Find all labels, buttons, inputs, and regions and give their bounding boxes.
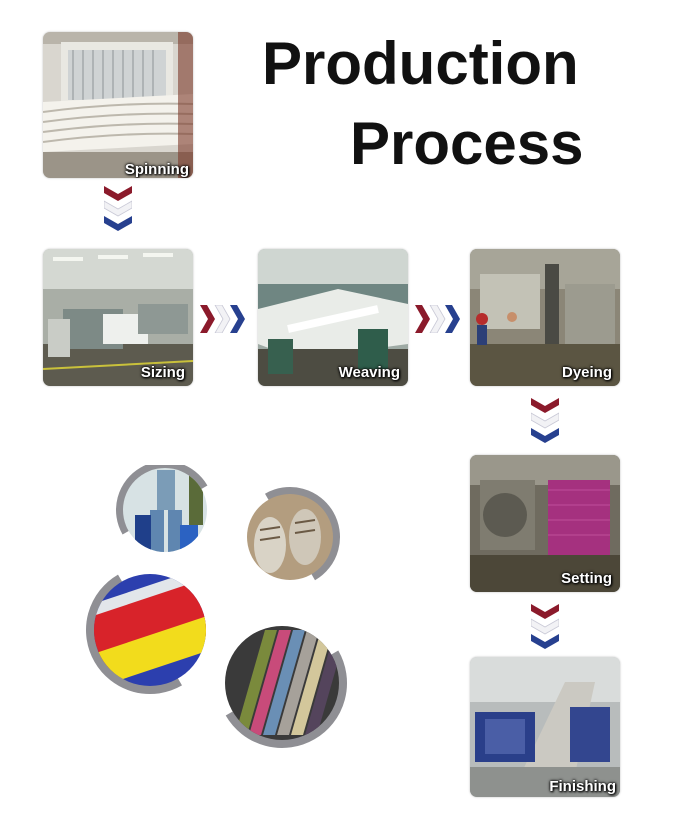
chevron-down-icon <box>531 413 559 428</box>
chevron-down-icon <box>531 634 559 649</box>
page-title-line-1: Production <box>262 30 579 97</box>
chevron-right-icon <box>415 305 430 333</box>
chevron-down-icon <box>531 398 559 413</box>
chevron-right-icon <box>445 305 460 333</box>
arrow-dyeing-to-setting <box>531 398 559 448</box>
step-label-finishing: Finishing <box>549 778 616 795</box>
step-spinning <box>43 32 193 178</box>
chevron-down-icon <box>104 201 132 216</box>
page-title-line-2: Process <box>350 110 584 177</box>
arrow-sizing-to-weaving <box>200 305 250 333</box>
products-cluster <box>65 465 365 765</box>
chevron-down-icon <box>531 428 559 443</box>
chevron-right-icon <box>215 305 230 333</box>
chevron-right-icon <box>430 305 445 333</box>
finishing-photo <box>470 657 620 797</box>
arrow-setting-to-finishing <box>531 604 559 654</box>
step-label-sizing: Sizing <box>140 364 185 381</box>
step-label-setting: Setting <box>561 570 612 587</box>
spinning-photo <box>43 32 193 178</box>
step-label-spinning: Spinning <box>124 161 189 178</box>
step-finishing <box>470 657 620 797</box>
step-sizing <box>43 249 193 386</box>
step-label-dyeing: Dyeing <box>561 364 612 381</box>
arrow-weaving-to-dyeing <box>415 305 465 333</box>
chevron-down-icon <box>531 604 559 619</box>
step-label-weaving: Weaving <box>338 364 400 381</box>
step-weaving <box>258 249 408 386</box>
arrow-spinning-to-sizing <box>104 186 132 236</box>
chevron-down-icon <box>531 619 559 634</box>
chevron-down-icon <box>104 216 132 231</box>
step-dyeing <box>470 249 620 386</box>
chevron-down-icon <box>104 186 132 201</box>
chevron-right-icon <box>230 305 245 333</box>
chevron-right-icon <box>200 305 215 333</box>
step-setting <box>470 455 620 592</box>
